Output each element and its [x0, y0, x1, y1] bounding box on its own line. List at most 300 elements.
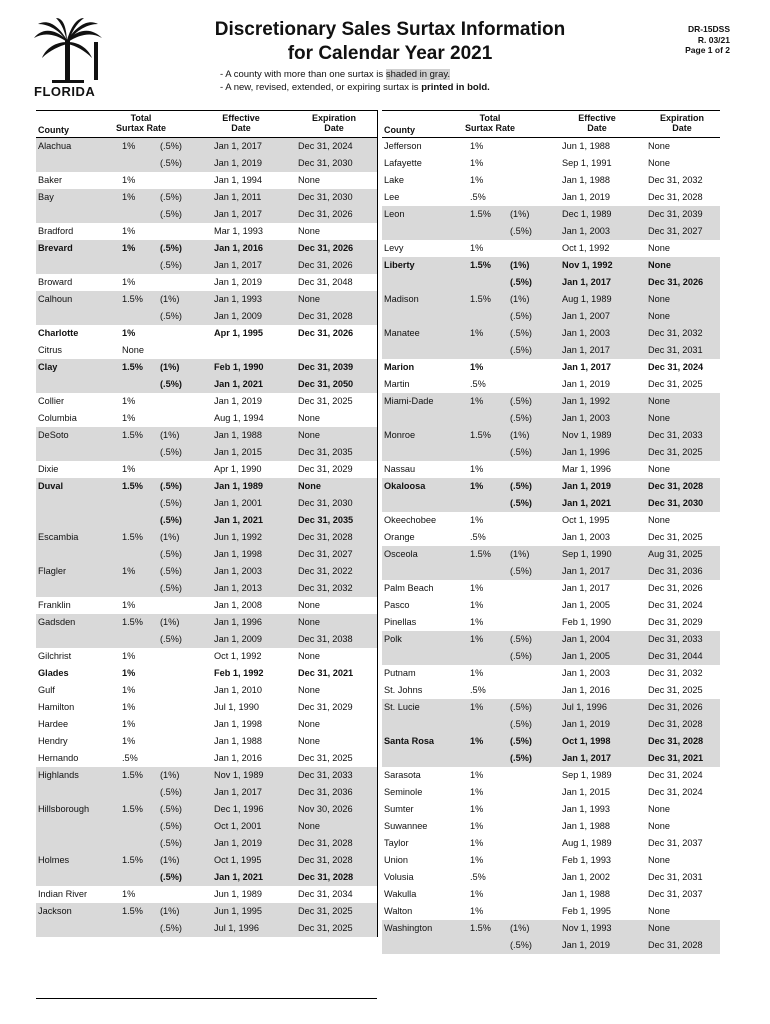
county-cell: Clay: [38, 362, 58, 372]
table-row: [382, 138, 720, 155]
surtax-rate-cell: (.5%): [510, 328, 532, 338]
county-cell: Santa Rosa: [384, 736, 435, 746]
effective-date-cell: Jun 1, 1988: [562, 141, 611, 151]
table-row: [382, 682, 720, 699]
county-cell: Okaloosa: [384, 481, 426, 491]
county-cell: Orange: [384, 532, 415, 542]
total-rate-cell: 1.5%: [122, 362, 143, 372]
surtax-rate-cell: (.5%): [160, 549, 182, 559]
effective-date-cell: Jun 1, 1995: [214, 906, 263, 916]
total-rate-cell: 1.5%: [122, 770, 143, 780]
effective-date-cell: Jul 1, 1996: [214, 923, 259, 933]
effective-date-cell: Aug 1, 1989: [562, 294, 612, 304]
effective-date-cell: Nov 1, 1989: [214, 770, 264, 780]
expiration-date-cell: Dec 31, 2025: [298, 906, 353, 916]
table-row: [36, 818, 377, 835]
total-rate-cell: 1%: [470, 583, 484, 593]
expiration-date-cell: Dec 31, 2025: [648, 532, 703, 542]
table-row: [382, 410, 720, 427]
note-shaded-sample: shaded in gray.: [385, 69, 451, 80]
expiration-date-cell: None: [298, 651, 320, 661]
expiration-date-cell: None: [648, 906, 670, 916]
table-row: [382, 325, 720, 342]
surtax-rate-cell: (.5%): [510, 345, 532, 355]
table-row: [382, 206, 720, 223]
county-cell: Collier: [38, 396, 65, 406]
table-row: [36, 682, 377, 699]
surtax-rate-cell: (.5%): [510, 396, 532, 406]
total-rate-cell: 1%: [122, 243, 136, 253]
county-cell: Glades: [38, 668, 69, 678]
effective-date-cell: Jul 1, 1990: [214, 702, 259, 712]
expiration-date-cell: Dec 31, 2032: [648, 328, 703, 338]
expiration-date-cell: Dec 31, 2033: [298, 770, 353, 780]
effective-date-cell: Oct 1, 1992: [214, 651, 262, 661]
effective-date-cell: Jan 1, 2004: [562, 634, 611, 644]
county-cell: Indian River: [38, 889, 88, 899]
effective-date-cell: Jan 1, 1989: [214, 481, 264, 491]
table-row: [36, 291, 377, 308]
total-rate-cell: 1%: [470, 736, 484, 746]
surtax-rate-cell: (.5%): [510, 702, 532, 712]
effective-date-cell: Oct 1, 2001: [214, 821, 262, 831]
expiration-date-cell: Dec 31, 2028: [648, 736, 704, 746]
total-rate-cell: 1%: [470, 787, 484, 797]
effective-date-cell: Jan 1, 1988: [562, 889, 611, 899]
effective-date-cell: Nov 1, 1993: [562, 923, 612, 933]
table-row: [36, 223, 377, 240]
surtax-rate-cell: (1%): [510, 549, 530, 559]
table-row: [36, 903, 377, 920]
state-name: FLORIDA: [34, 84, 96, 99]
total-rate-cell: 1%: [122, 719, 136, 729]
expiration-date-cell: None: [648, 396, 670, 406]
form-number: DR-15DSS: [687, 24, 730, 34]
col-effective-date-label-right: Date: [587, 123, 607, 133]
total-rate-cell: 1%: [122, 328, 136, 338]
expiration-date-cell: Aug 31, 2025: [648, 549, 703, 559]
left-table: [36, 110, 378, 937]
county-cell: Franklin: [38, 600, 71, 610]
table-row: [36, 172, 377, 189]
expiration-date-cell: Dec 31, 2030: [298, 158, 353, 168]
expiration-date-cell: None: [648, 141, 670, 151]
expiration-date-cell: Dec 31, 2034: [298, 889, 353, 899]
effective-date-cell: Jan 1, 2017: [562, 277, 612, 287]
county-cell: Hernando: [38, 753, 79, 763]
effective-date-cell: Jan 1, 2016: [214, 753, 263, 763]
table-row: [382, 274, 720, 291]
expiration-date-cell: None: [298, 226, 320, 236]
effective-date-cell: Feb 1, 1992: [214, 668, 264, 678]
table-row: [36, 325, 377, 342]
surtax-rate-cell: (.5%): [510, 413, 532, 423]
county-cell: Hillsborough: [38, 804, 90, 814]
expiration-date-cell: Dec 31, 2037: [648, 889, 703, 899]
col-expiration-date-right: [644, 113, 720, 133]
expiration-date-cell: Dec 31, 2039: [298, 362, 354, 372]
expiration-date-cell: Dec 31, 2026: [648, 277, 704, 287]
county-cell: Volusia: [384, 872, 414, 882]
expiration-date-cell: Dec 31, 2025: [298, 923, 353, 933]
note-bold: [220, 81, 490, 94]
surtax-rate-cell: (1%): [160, 906, 180, 916]
county-cell: Taylor: [384, 838, 409, 848]
expiration-date-cell: Dec 31, 2039: [648, 209, 703, 219]
total-rate-cell: None: [122, 345, 144, 355]
effective-date-cell: Jan 1, 2017: [562, 362, 612, 372]
effective-date-cell: Jan 1, 2002: [562, 872, 611, 882]
effective-date-cell: Nov 1, 1989: [562, 430, 612, 440]
effective-date-cell: Oct 1, 1992: [562, 243, 610, 253]
total-rate-cell: 1%: [470, 906, 484, 916]
surtax-rate-cell: (.5%): [510, 447, 532, 457]
county-cell: Bay: [38, 192, 54, 202]
table-row: [36, 495, 377, 512]
table-row: [36, 155, 377, 172]
total-rate-cell: 1%: [470, 838, 484, 848]
table-row: [36, 512, 377, 529]
surtax-rate-cell: (.5%): [510, 651, 532, 661]
table-row: [382, 461, 720, 478]
effective-date-cell: Jan 1, 2021: [214, 872, 264, 882]
effective-date-cell: Jan 1, 2015: [214, 447, 263, 457]
table-row: [382, 546, 720, 563]
table-row: [36, 410, 377, 427]
expiration-date-cell: Dec 31, 2050: [298, 379, 354, 389]
county-cell: Alachua: [38, 141, 72, 151]
table-row: [36, 869, 377, 886]
county-cell: St. Johns: [384, 685, 423, 695]
left-table-body: [36, 138, 377, 937]
col-expiration-date: [294, 113, 374, 133]
county-cell: DeSoto: [38, 430, 69, 440]
expiration-date-cell: Dec 31, 2026: [648, 583, 703, 593]
col-expiration: Expiration: [311, 113, 356, 123]
table-row: [382, 631, 720, 648]
county-cell: Lafayette: [384, 158, 422, 168]
county-cell: Charlotte: [38, 328, 79, 338]
surtax-rate-cell: (.5%): [160, 141, 182, 151]
table-row: [382, 665, 720, 682]
expiration-date-cell: None: [298, 821, 320, 831]
expiration-date-cell: Dec 31, 2036: [648, 566, 703, 576]
county-cell: Nassau: [384, 464, 416, 474]
expiration-date-cell: Dec 31, 2024: [648, 787, 703, 797]
table-row: [36, 274, 377, 291]
county-cell: Putnam: [384, 668, 416, 678]
effective-date-cell: Aug 1, 1989: [562, 838, 612, 848]
expiration-date-cell: Dec 31, 2025: [298, 753, 353, 763]
surtax-rate-cell: (.5%): [510, 311, 532, 321]
expiration-date-cell: Dec 31, 2032: [648, 668, 703, 678]
total-rate-cell: 1%: [122, 736, 136, 746]
expiration-date-cell: None: [648, 515, 670, 525]
table-row: [382, 699, 720, 716]
expiration-date-cell: Dec 31, 2028: [298, 872, 354, 882]
expiration-date-cell: Dec 31, 2028: [648, 719, 703, 729]
expiration-date-cell: Dec 31, 2029: [298, 702, 353, 712]
table-row: [36, 393, 377, 410]
total-rate-cell: 1%: [470, 515, 484, 525]
expiration-date-cell: None: [648, 804, 670, 814]
effective-date-cell: Dec 1, 1989: [562, 209, 612, 219]
legend-notes: [220, 68, 490, 94]
county-cell: Calhoun: [38, 294, 73, 304]
county-cell: Wakulla: [384, 889, 417, 899]
table-row: [36, 920, 377, 937]
total-rate-cell: 1%: [470, 668, 484, 678]
effective-date-cell: Jan 1, 2011: [214, 192, 262, 202]
surtax-rate-cell: (.5%): [510, 634, 532, 644]
col-effective-right: Effective: [578, 113, 616, 123]
table-row: [36, 461, 377, 478]
surtax-rate-cell: (.5%): [160, 872, 182, 882]
table-row: [382, 495, 720, 512]
county-cell: Miami-Dade: [384, 396, 434, 406]
surtax-rate-cell: (.5%): [160, 447, 182, 457]
county-cell: Levy: [384, 243, 404, 253]
total-rate-cell: 1.5%: [122, 532, 143, 542]
surtax-rate-cell: (1%): [160, 770, 180, 780]
right-table: [382, 110, 720, 954]
effective-date-cell: Jan 1, 1993: [214, 294, 263, 304]
effective-date-cell: Jan 1, 2019: [562, 481, 612, 491]
expiration-date-cell: Dec 31, 2021: [648, 753, 704, 763]
total-rate-cell: 1.5%: [122, 294, 143, 304]
table-row: [382, 427, 720, 444]
effective-date-cell: Nov 1, 1992: [562, 260, 613, 270]
effective-date-cell: Jan 1, 2019: [562, 719, 611, 729]
surtax-rate-cell: (.5%): [160, 787, 182, 797]
county-cell: Washington: [384, 923, 433, 933]
expiration-date-cell: None: [648, 855, 670, 865]
expiration-date-cell: Dec 31, 2030: [648, 498, 704, 508]
effective-date-cell: Jan 1, 2015: [562, 787, 611, 797]
county-cell: Gadsden: [38, 617, 76, 627]
total-rate-cell: 1%: [470, 396, 484, 406]
total-rate-cell: 1%: [470, 464, 484, 474]
surtax-rate-cell: (1%): [160, 294, 180, 304]
table-row: [36, 189, 377, 206]
page-header: [0, 0, 770, 110]
expiration-date-cell: Dec 31, 2025: [648, 685, 703, 695]
total-rate-cell: 1.5%: [470, 430, 491, 440]
table-row: [36, 750, 377, 767]
page-title: [180, 18, 600, 66]
total-rate-cell: 1%: [122, 685, 136, 695]
total-rate-cell: 1%: [122, 277, 136, 287]
expiration-date-cell: Dec 31, 2026: [298, 260, 353, 270]
right-table-header: [382, 110, 720, 138]
effective-date-cell: Jun 1, 1989: [214, 889, 263, 899]
surtax-rate-cell: (.5%): [160, 515, 182, 525]
effective-date-cell: Jan 1, 2001: [214, 498, 263, 508]
table-row: [36, 342, 377, 359]
effective-date-cell: Aug 1, 1994: [214, 413, 264, 423]
county-cell: Union: [384, 855, 409, 865]
table-row: [382, 801, 720, 818]
county-cell: Lee: [384, 192, 400, 202]
county-cell: Jefferson: [384, 141, 422, 151]
county-cell: Hendry: [38, 736, 68, 746]
total-rate-cell: 1%: [470, 175, 484, 185]
effective-date-cell: Jan 1, 2017: [562, 583, 611, 593]
surtax-rate-cell: (.5%): [160, 158, 182, 168]
county-cell: Gilchrist: [38, 651, 72, 661]
expiration-date-cell: Dec 31, 2021: [298, 668, 354, 678]
expiration-date-cell: None: [648, 158, 670, 168]
expiration-date-cell: Dec 31, 2030: [298, 192, 353, 202]
effective-date-cell: Jan 1, 1996: [562, 447, 611, 457]
table-row: [382, 529, 720, 546]
effective-date-cell: Jan 1, 2017: [214, 260, 263, 270]
total-rate-cell: 1.5%: [122, 430, 143, 440]
florida-seal-palm-logo-icon: [32, 18, 104, 84]
total-rate-cell: 1.5%: [122, 804, 143, 814]
surtax-rate-cell: (1%): [510, 260, 530, 270]
effective-date-cell: Jan 1, 2008: [214, 600, 263, 610]
county-cell: Marion: [384, 362, 415, 372]
expiration-date-cell: None: [648, 464, 670, 474]
surtax-rate-cell: (.5%): [160, 379, 182, 389]
expiration-date-cell: None: [648, 294, 670, 304]
table-row: [36, 138, 377, 155]
total-rate-cell: 1%: [122, 226, 136, 236]
total-rate-cell: 1%: [122, 702, 136, 712]
title-line-2: for Calendar Year 2021: [287, 43, 493, 64]
effective-date-cell: Jan 1, 2017: [214, 787, 263, 797]
expiration-date-cell: Dec 31, 2048: [298, 277, 353, 287]
total-rate-cell: 1%: [470, 362, 484, 372]
county-cell: Escambia: [38, 532, 79, 542]
county-cell: Madison: [384, 294, 419, 304]
surtax-rate-cell: (1%): [160, 532, 180, 542]
expiration-date-cell: Dec 31, 2026: [298, 328, 354, 338]
left-table-bottom-rule: [36, 998, 377, 999]
expiration-date-cell: Dec 31, 2032: [298, 583, 353, 593]
effective-date-cell: Jan 1, 2019: [562, 940, 611, 950]
surtax-rate-cell: (.5%): [510, 736, 532, 746]
effective-date-cell: Jun 1, 1992: [214, 532, 263, 542]
total-rate-cell: 1%: [122, 192, 136, 202]
expiration-date-cell: None: [298, 413, 320, 423]
county-cell: Osceola: [384, 549, 418, 559]
total-rate-cell: 1.5%: [122, 481, 143, 491]
effective-date-cell: Jan 1, 2009: [214, 634, 263, 644]
table-row: [36, 699, 377, 716]
effective-date-cell: Jan 1, 2009: [214, 311, 263, 321]
expiration-date-cell: None: [298, 481, 321, 491]
surtax-rate-cell: (1%): [160, 617, 180, 627]
right-table-body: [382, 138, 720, 954]
expiration-date-cell: Dec 31, 2033: [648, 634, 703, 644]
table-row: [382, 376, 720, 393]
expiration-date-cell: Dec 31, 2025: [648, 379, 703, 389]
county-cell: Jackson: [38, 906, 72, 916]
table-row: [36, 784, 377, 801]
effective-date-cell: Jan 1, 2003: [214, 566, 263, 576]
table-row: [36, 597, 377, 614]
effective-date-cell: Jan 1, 2003: [562, 328, 611, 338]
surtax-rate-cell: (.5%): [510, 753, 532, 763]
county-cell: Pinellas: [384, 617, 417, 627]
total-rate-cell: 1.5%: [470, 294, 491, 304]
effective-date-cell: Feb 1, 1995: [562, 906, 612, 916]
effective-date-cell: Jan 1, 1988: [214, 736, 263, 746]
effective-date-cell: Jan 1, 2019: [214, 158, 263, 168]
total-rate-cell: 1%: [122, 600, 136, 610]
table-row: [382, 750, 720, 767]
expiration-date-cell: None: [298, 600, 320, 610]
effective-date-cell: Jan 1, 2007: [562, 311, 611, 321]
table-row: [382, 444, 720, 461]
col-total-rate-right: [450, 113, 530, 133]
col-effective-date: [206, 113, 276, 133]
effective-date-cell: Jan 1, 2021: [562, 498, 612, 508]
table-row: [382, 580, 720, 597]
expiration-date-cell: Dec 31, 2028: [298, 311, 353, 321]
county-cell: Hardee: [38, 719, 69, 729]
effective-date-cell: Jan 1, 2003: [562, 413, 611, 423]
expiration-date-cell: None: [298, 294, 320, 304]
effective-date-cell: Jan 1, 1992: [562, 396, 611, 406]
effective-date-cell: Jan 1, 2010: [214, 685, 263, 695]
surtax-rate-cell: (.5%): [160, 583, 182, 593]
surtax-rate-cell: (.5%): [160, 838, 182, 848]
county-cell: Monroe: [384, 430, 416, 440]
expiration-date-cell: Dec 31, 2025: [648, 447, 703, 457]
expiration-date-cell: Dec 31, 2027: [648, 226, 703, 236]
effective-date-cell: Jan 1, 2019: [214, 277, 263, 287]
col-total-right: Total: [479, 113, 501, 123]
total-rate-cell: .5%: [122, 753, 138, 763]
table-row: [382, 359, 720, 376]
expiration-date-cell: None: [648, 821, 670, 831]
expiration-date-cell: None: [298, 736, 320, 746]
county-cell: Pasco: [384, 600, 410, 610]
expiration-date-cell: Dec 31, 2028: [648, 940, 703, 950]
expiration-date-cell: Dec 31, 2026: [298, 209, 353, 219]
effective-date-cell: Jan 1, 2021: [214, 379, 264, 389]
table-row: [382, 240, 720, 257]
surtax-rate-cell: (.5%): [510, 481, 532, 491]
expiration-date-cell: None: [298, 685, 320, 695]
county-cell: Seminole: [384, 787, 423, 797]
effective-date-cell: Jan 1, 2017: [562, 345, 611, 355]
effective-date-cell: Dec 1, 1996: [214, 804, 264, 814]
table-row: [36, 716, 377, 733]
table-row: [36, 835, 377, 852]
total-rate-cell: 1%: [470, 634, 484, 644]
table-row: [382, 223, 720, 240]
total-rate-cell: 1%: [470, 889, 484, 899]
surtax-rate-cell: (.5%): [160, 481, 182, 491]
note-bold-sample: printed in bold.: [421, 82, 490, 93]
county-cell: Hamilton: [38, 702, 75, 712]
table-row: [382, 716, 720, 733]
table-row: [36, 767, 377, 784]
col-expiration-date-label-right: Date: [672, 123, 692, 133]
expiration-date-cell: Dec 31, 2036: [298, 787, 353, 797]
expiration-date-cell: None: [648, 311, 670, 321]
page-number: Page 1 of 2: [685, 45, 730, 55]
effective-date-cell: Jan 1, 2003: [562, 668, 611, 678]
county-cell: Flagler: [38, 566, 67, 576]
county-cell: Polk: [384, 634, 402, 644]
expiration-date-cell: Dec 31, 2028: [648, 481, 704, 491]
effective-date-cell: Oct 1, 1998: [562, 736, 611, 746]
